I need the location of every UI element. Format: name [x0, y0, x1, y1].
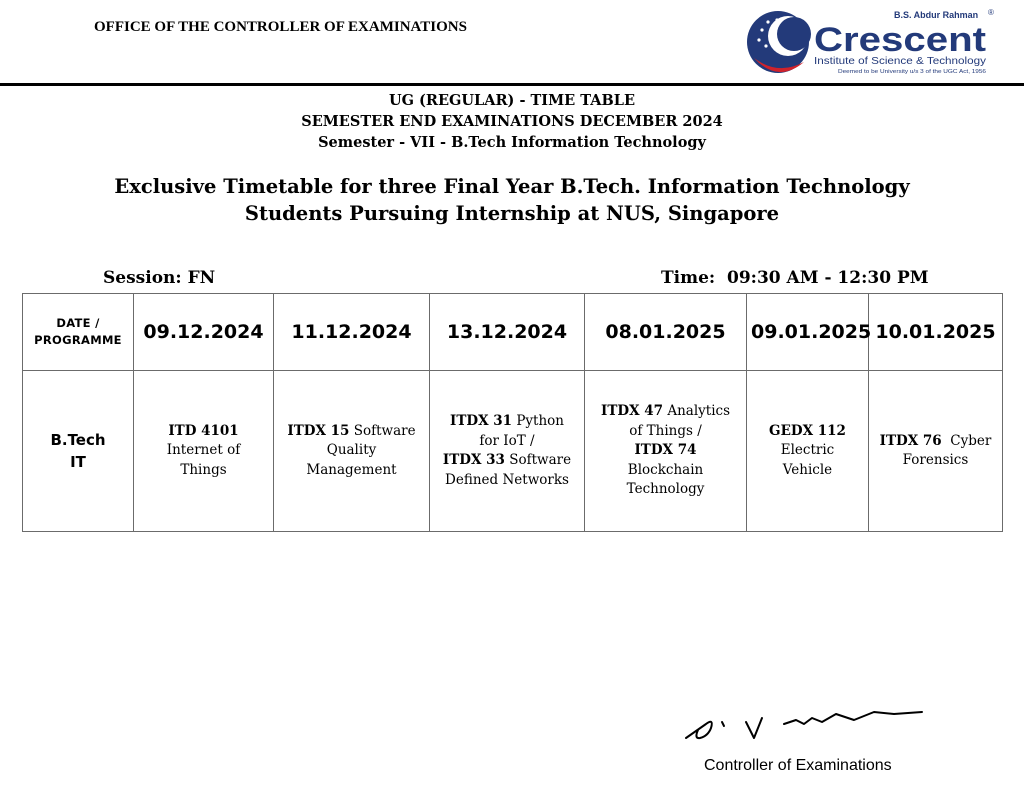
course-name: Electric: [780, 442, 835, 459]
crescent-logo: [744, 6, 996, 78]
corner-line-1: DATE /: [56, 316, 100, 330]
course-code: ITD 4101: [168, 422, 239, 439]
programme-line-1: B.Tech: [50, 431, 106, 449]
course-name: Forensics: [902, 452, 969, 468]
programme-cell: [23, 371, 134, 532]
signature: [684, 700, 924, 746]
table-row: [23, 371, 1003, 532]
date-header: 10.01.2025: [869, 294, 1003, 371]
course-name: for IoT /: [479, 432, 535, 449]
course-code: ITDX 15: [287, 422, 350, 439]
time-label: Time: 09:30 AM - 12:30 PM: [661, 268, 929, 288]
course-name: Python: [516, 413, 564, 429]
course-code: ITDX 47: [601, 403, 664, 420]
table-header-row: [23, 294, 1003, 371]
course-name: Vehicle: [782, 461, 833, 478]
course-name: Defined Networks: [445, 471, 569, 488]
date-header: 08.01.2025: [585, 294, 747, 371]
course-cell: [585, 371, 747, 532]
course-cell: [747, 371, 869, 532]
controller-of-examinations: Controller of Examinations: [704, 757, 892, 774]
heading-line-1: UG (REGULAR) - TIME TABLE: [388, 92, 635, 109]
heading-line-2: SEMESTER END EXAMINATIONS DECEMBER 2024: [301, 113, 723, 130]
logo-subline: Deemed to be University u/s 3 of the UGC Act, 1956: [838, 69, 986, 75]
course-code: ITDX 33: [442, 452, 505, 468]
header-divider: [0, 83, 1024, 86]
date-header: 09.01.2025: [747, 294, 869, 371]
course-name: Software: [353, 422, 416, 439]
course-code: ITDX 31: [450, 413, 513, 429]
course-code: ITDX 76: [879, 432, 942, 449]
course-name: Blockchain: [627, 461, 704, 478]
course-name: Software: [509, 452, 572, 468]
course-cell: [274, 371, 430, 532]
programme-line-2: IT: [70, 453, 86, 471]
course-code: GEDX 112: [769, 422, 846, 439]
date-header: 13.12.2024: [430, 294, 585, 371]
course-cell: [134, 371, 274, 532]
course-name: Technology: [626, 481, 705, 498]
course-name: of Things /: [629, 422, 702, 439]
exam-heading: [0, 90, 1024, 153]
logo-registered: ®: [988, 8, 994, 17]
logo-tagline: Institute of Science & Technology: [814, 56, 986, 67]
date-header: 09.12.2024: [134, 294, 274, 371]
timetable: [22, 293, 1003, 532]
session-label: Session: FN: [103, 268, 216, 288]
course-name: Internet of: [166, 442, 241, 459]
exclusive-line-2: Students Pursuing Internship at NUS, Singapore: [244, 202, 780, 225]
course-cell: [430, 371, 585, 532]
course-name: Management: [306, 461, 397, 478]
course-name: Quality: [326, 442, 377, 459]
office-title: OFFICE OF THE CONTROLLER OF EXAMINATIONS: [94, 19, 467, 35]
date-programme-header: [23, 294, 134, 371]
logo-brand: Crescent: [814, 21, 986, 59]
course-name: Cyber: [950, 432, 992, 449]
course-name: Analytics: [667, 403, 730, 420]
date-header: 11.12.2024: [274, 294, 430, 371]
corner-line-2: PROGRAMME: [34, 333, 122, 347]
heading-line-3: Semester - VII - B.Tech Information Technology: [318, 134, 706, 151]
course-name: Things: [180, 461, 227, 478]
logo-prefix: B.S. Abdur Rahman: [894, 10, 979, 20]
course-code: ITDX 74: [634, 442, 697, 459]
exclusive-heading: [0, 173, 1024, 227]
exclusive-line-1: Exclusive Timetable for three Final Year B.Tech. Information Technology: [114, 175, 910, 198]
course-cell: [869, 371, 1003, 532]
